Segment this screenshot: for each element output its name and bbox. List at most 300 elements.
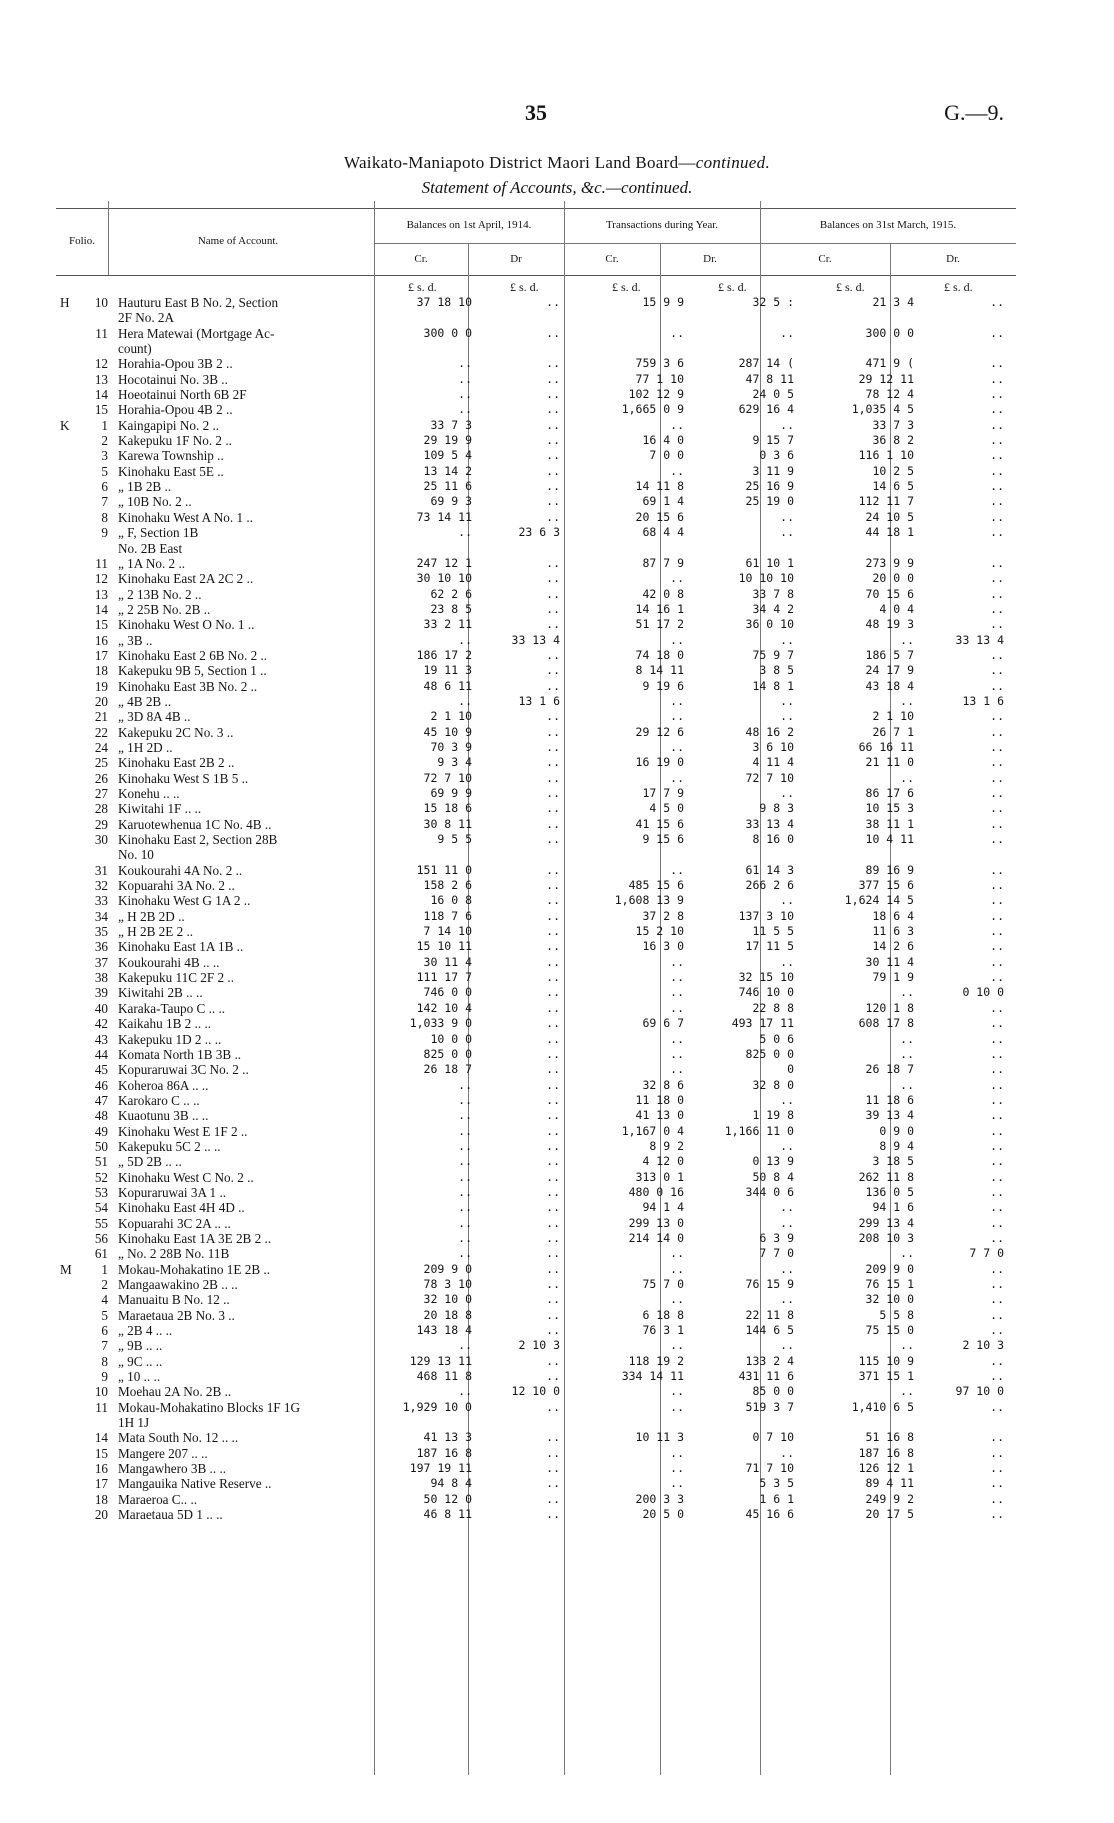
amount-cell: .. (546, 433, 560, 448)
table-row (0, 372, 1114, 387)
amount-cell: .. (990, 1108, 1004, 1123)
amount-cell: .. (458, 1169, 472, 1184)
header-folio: Folio. (69, 235, 95, 247)
table-row (0, 1277, 1114, 1292)
amount-cell: 69 1 4 (642, 494, 684, 509)
amount-cell: .. (458, 632, 472, 647)
amount-cell: .. (990, 448, 1004, 463)
amount-cell: 21 3 4 (872, 295, 914, 309)
amount-cell: .. (780, 1292, 794, 1307)
amount-cell: .. (670, 1399, 684, 1414)
table-row (0, 310, 1114, 325)
amount-cell: .. (990, 494, 1004, 509)
amount-cell: .. (546, 770, 560, 785)
account-name: Konehu .. .. (118, 786, 180, 801)
folio-number: 11 (95, 555, 108, 571)
account-name: Horahia-Opou 3B 2 .. (118, 356, 233, 372)
amount-cell: 1 19 8 (752, 1108, 794, 1123)
amount-cell: 86 17 6 (865, 786, 914, 800)
amount-cell: 1,167 0 4 (621, 1123, 684, 1138)
table-row (0, 832, 1114, 847)
amount-cell: 32 8 6 (642, 1077, 684, 1092)
amount-cell: .. (546, 494, 560, 509)
account-name: Kinohaku East 2B 2 .. (118, 755, 235, 771)
amount-cell: 87 7 9 (642, 555, 684, 570)
amount-cell: 20 15 6 (635, 509, 684, 524)
amount-cell: .. (990, 1000, 1004, 1015)
amount-cell: 13 14 2 (423, 463, 472, 478)
amount-cell: 371 15 1 (858, 1369, 914, 1384)
amount-cell: .. (546, 663, 560, 678)
amount-cell: 9 19 6 (642, 678, 684, 693)
table-row (0, 1262, 1114, 1277)
amount-cell: .. (780, 1445, 794, 1460)
amount-cell: 22 8 8 (752, 1000, 794, 1015)
amount-cell: 158 2 6 (423, 878, 472, 893)
amount-cell: 137 3 10 (738, 908, 794, 923)
amount-cell: 85 0 0 (752, 1384, 794, 1399)
amount-cell: 111 17 7 (416, 970, 472, 985)
amount-cell: 76 15 1 (865, 1277, 914, 1291)
amount-cell: .. (670, 1461, 684, 1476)
amount-cell: .. (546, 678, 560, 693)
table-row (0, 771, 1114, 786)
amount-cell: .. (458, 1338, 472, 1353)
amount-cell: 0 (787, 1062, 794, 1077)
amount-cell: 69 9 3 (430, 494, 472, 509)
amount-cell: .. (670, 954, 684, 969)
amount-cell: .. (990, 1399, 1004, 1414)
amount-cell: .. (546, 1215, 560, 1230)
amount-cell: 1,410 6 5 (851, 1399, 914, 1414)
amount-cell: .. (990, 1292, 1004, 1307)
amount-cell: 9 15 7 (752, 433, 794, 448)
account-name: count) (118, 341, 152, 357)
account-name: Karaka-Taupo C .. .. (118, 1000, 226, 1016)
amount-cell: .. (990, 371, 1004, 386)
account-name: Horahia-Opou 4B 2 .. (118, 402, 233, 418)
amount-cell: .. (990, 1046, 1004, 1061)
units-row (0, 280, 1114, 294)
account-name: Maraetaua 5D 1 .. .. (118, 1507, 223, 1523)
amount-cell: 69 9 9 (430, 786, 472, 800)
table-row (0, 817, 1114, 832)
amount-cell: 23 6 3 (518, 525, 560, 540)
amount-cell: 126 12 1 (858, 1461, 914, 1476)
amount-cell: 1,608 13 9 (614, 893, 684, 908)
account-name: Mangauika Native Reserve .. (118, 1476, 272, 1492)
amount-cell: .. (546, 954, 560, 969)
amount-cell: .. (546, 1353, 560, 1368)
amount-cell: 38 11 1 (865, 816, 914, 831)
amount-cell: 26 18 7 (865, 1062, 914, 1077)
amount-cell: 33 7 3 (430, 417, 472, 432)
amount-cell: .. (990, 1138, 1004, 1153)
folio-number: 3 (101, 448, 108, 464)
account-name: Maraeroa C.. .. (118, 1491, 198, 1507)
amount-cell: .. (458, 1184, 472, 1199)
amount-cell: 1,929 10 0 (402, 1399, 472, 1414)
unit-label: £ s. d. (718, 280, 747, 294)
account-name: „ 1B 2B .. (118, 479, 172, 495)
amount-cell: 29 19 9 (423, 433, 472, 448)
amount-cell: .. (546, 1077, 560, 1092)
header-dr-1914: Dr (510, 253, 522, 265)
amount-cell: 75 7 0 (642, 1277, 684, 1291)
table-row (0, 602, 1114, 617)
folio-number: 13 (94, 371, 108, 387)
page-title (0, 153, 1114, 173)
folio-number: 20 (94, 693, 108, 709)
amount-cell: .. (990, 1169, 1004, 1184)
amount-cell: 3 18 5 (872, 1154, 914, 1169)
amount-cell: .. (546, 755, 560, 770)
amount-cell: 41 13 0 (635, 1108, 684, 1123)
amount-cell: .. (990, 1307, 1004, 1322)
table-row (0, 1078, 1114, 1093)
amount-cell: 759 3 6 (635, 356, 684, 371)
account-name: 2F No. 2A (118, 310, 175, 326)
amount-cell: 14 16 1 (635, 601, 684, 616)
amount-cell: .. (546, 1277, 560, 1291)
amount-cell: .. (546, 1430, 560, 1445)
amount-cell: 377 15 6 (858, 878, 914, 893)
account-name: No. 10 (118, 847, 154, 863)
amount-cell: 70 15 6 (865, 586, 914, 601)
amount-cell: 334 14 11 (621, 1369, 684, 1384)
amount-cell: 73 14 11 (416, 509, 472, 524)
amount-cell: .. (546, 555, 560, 570)
table-row (0, 1231, 1114, 1246)
amount-cell: .. (458, 1154, 472, 1169)
account-name: Mata South No. 12 .. .. (118, 1430, 239, 1446)
amount-cell: 5 3 5 (759, 1476, 794, 1491)
table-row (0, 1139, 1114, 1154)
account-name: Kakepuku 9B 5, Section 1 .. (118, 663, 267, 679)
amount-cell: 9 8 3 (759, 801, 794, 816)
amount-cell: 313 0 1 (635, 1169, 684, 1184)
amount-cell: 33 7 8 (752, 586, 794, 601)
amount-cell: .. (780, 893, 794, 908)
amount-cell: .. (990, 862, 1004, 877)
amount-cell: 9 5 5 (437, 832, 472, 847)
amount-cell: 209 9 0 (865, 1261, 914, 1276)
amount-cell: .. (458, 387, 472, 402)
amount-cell: .. (990, 755, 1004, 770)
account-name: Komata North 1B 3B .. (118, 1046, 242, 1062)
amount-cell: 2 1 10 (872, 709, 914, 724)
amount-cell: .. (780, 1138, 794, 1153)
folio-number: 45 (94, 1062, 108, 1078)
account-name: Moehau 2A No. 2B .. (118, 1384, 232, 1400)
amount-cell: 9 3 4 (437, 755, 472, 770)
account-name: Kinohaku East 2A 2C 2 .. (118, 571, 254, 587)
amount-cell: .. (780, 525, 794, 540)
amount-cell: 1 6 1 (759, 1491, 794, 1506)
amount-cell: .. (546, 1491, 560, 1506)
account-name: „ 9C .. .. (118, 1353, 163, 1369)
account-name: Koukourahi 4A No. 2 .. (118, 862, 243, 878)
amount-cell: .. (546, 1369, 560, 1384)
amount-cell: .. (990, 356, 1004, 371)
amount-cell: .. (546, 1507, 560, 1522)
folio-number: 6 (101, 479, 108, 495)
amount-cell: .. (546, 1261, 560, 1276)
page-subtitle: Statement of Accounts, &c.—continued. (421, 178, 693, 197)
amount-cell: .. (546, 601, 560, 616)
amount-cell: 42 0 8 (642, 586, 684, 601)
amount-cell: 30 8 11 (423, 816, 472, 831)
amount-cell: 17 11 5 (745, 939, 794, 954)
amount-cell: .. (670, 1476, 684, 1491)
amount-cell: .. (670, 417, 684, 432)
folio-number: 1 (101, 1261, 108, 1277)
account-name: Hocotainui No. 3B .. (118, 371, 228, 387)
amount-cell: 8 14 11 (635, 663, 684, 678)
amount-cell: .. (670, 693, 684, 708)
header-divider (374, 243, 1016, 244)
amount-cell: .. (990, 1092, 1004, 1107)
table-row (0, 725, 1114, 740)
amount-cell: 20 5 0 (642, 1507, 684, 1522)
amount-cell: 197 19 11 (409, 1461, 472, 1476)
amount-cell: 94 1 6 (872, 1200, 914, 1215)
table-row (0, 663, 1114, 678)
folio-number: 54 (94, 1200, 108, 1216)
amount-cell: 0 10 0 (962, 985, 1004, 1000)
amount-cell: .. (990, 295, 1004, 309)
folio-number: 17 (94, 647, 108, 663)
table-row (0, 571, 1114, 586)
amount-cell: .. (546, 1200, 560, 1215)
amount-cell: 468 11 8 (416, 1369, 472, 1384)
amount-cell: 77 1 10 (635, 371, 684, 386)
amount-cell: 25 19 0 (745, 494, 794, 509)
header-cr-1914: Cr. (414, 253, 428, 265)
amount-cell: .. (670, 770, 684, 785)
amount-cell: 471 9 ( (865, 356, 914, 371)
amount-cell: .. (546, 1230, 560, 1245)
amount-cell: .. (546, 1046, 560, 1061)
amount-cell: 208 10 3 (858, 1230, 914, 1245)
table-row (0, 694, 1114, 709)
table-row (0, 541, 1114, 556)
amount-cell: 214 14 0 (628, 1230, 684, 1245)
account-name: Karokaro C .. .. (118, 1092, 200, 1108)
amount-cell: 299 13 4 (858, 1215, 914, 1230)
amount-cell: .. (458, 371, 472, 386)
title-continued: continued. (695, 153, 771, 172)
account-name: Mangere 207 .. .. (118, 1445, 208, 1461)
amount-cell: 24 0 5 (752, 387, 794, 402)
folio-number: 30 (94, 832, 108, 848)
amount-cell: 266 2 6 (745, 878, 794, 893)
account-name: Kopuarahi 3C 2A .. .. (118, 1215, 231, 1231)
amount-cell: .. (900, 1338, 914, 1353)
account-name: „ 2 25B No. 2B .. (118, 601, 211, 617)
amount-cell: 9 15 6 (642, 832, 684, 847)
account-name: Hoeotainui North 6B 2F (118, 387, 247, 403)
amount-cell: .. (990, 1369, 1004, 1384)
account-name: Kaikahu 1B 2 .. .. (118, 1016, 212, 1032)
table-row (0, 863, 1114, 878)
table-row (0, 1369, 1114, 1384)
table-row (0, 633, 1114, 648)
table-row (0, 847, 1114, 862)
amount-cell: .. (990, 1261, 1004, 1276)
unit-label: £ s. d. (510, 280, 539, 294)
table-row (0, 402, 1114, 417)
amount-cell: 26 7 1 (872, 724, 914, 739)
folio-number: 1 (101, 417, 108, 433)
amount-cell: .. (990, 417, 1004, 432)
amount-cell: .. (780, 1338, 794, 1353)
amount-cell: 608 17 8 (858, 1016, 914, 1031)
amount-cell: .. (990, 1031, 1004, 1046)
amount-cell: 15 18 6 (423, 801, 472, 816)
folio-number: 38 (94, 970, 108, 986)
amount-cell: 50 12 0 (423, 1491, 472, 1506)
amount-cell: .. (546, 1031, 560, 1046)
amount-cell: .. (990, 1323, 1004, 1338)
account-name: Kinohaku East 3B No. 2 .. (118, 678, 258, 694)
account-name: Kaingapipi No. 2 .. (118, 417, 220, 433)
amount-cell: .. (780, 693, 794, 708)
amount-cell: .. (546, 970, 560, 985)
account-name: Kuaotunu 3B .. .. (118, 1108, 209, 1124)
amount-cell: 33 13 4 (955, 632, 1004, 647)
amount-cell: 3 8 5 (759, 663, 794, 678)
amount-cell: .. (546, 387, 560, 402)
account-name: No. 2B East (118, 540, 183, 556)
amount-cell: 71 7 10 (745, 1461, 794, 1476)
folio-number: 14 (94, 387, 108, 403)
table-row (0, 1093, 1114, 1108)
amount-cell: .. (546, 325, 560, 340)
folio-number: 35 (94, 924, 108, 940)
amount-cell: .. (546, 295, 560, 309)
table-row (0, 464, 1114, 479)
amount-cell: 10 0 0 (430, 1031, 472, 1046)
folio-number: 46 (94, 1077, 108, 1093)
account-name: Kinohaku East 5E .. (118, 463, 224, 479)
folio-number: 21 (94, 709, 108, 725)
folio-number: 55 (94, 1215, 108, 1231)
amount-cell: 0 7 10 (752, 1430, 794, 1445)
folio-number: 6 (101, 1323, 108, 1339)
amount-cell: .. (990, 816, 1004, 831)
amount-cell: .. (546, 939, 560, 954)
table-row (0, 1476, 1114, 1491)
amount-cell: .. (990, 601, 1004, 616)
amount-cell: .. (546, 479, 560, 494)
amount-cell: .. (546, 893, 560, 908)
account-name: Mokau-Mohakatino 1E 2B .. (118, 1261, 271, 1277)
table-row (0, 1430, 1114, 1445)
amount-cell: .. (900, 632, 914, 647)
table-row (0, 1507, 1114, 1522)
folio-number: 24 (94, 739, 108, 755)
amount-cell: 39 13 4 (865, 1108, 914, 1123)
amount-cell: .. (990, 1230, 1004, 1245)
account-name: „ H 2B 2E 2 .. (118, 924, 194, 940)
account-name: „ 2B 4 .. .. (118, 1323, 173, 1339)
folio-number: 18 (94, 1491, 108, 1507)
amount-cell: .. (458, 1092, 472, 1107)
amount-cell: 287 14 ( (738, 356, 794, 371)
account-rows (0, 295, 1114, 1523)
folio-number: 43 (94, 1031, 108, 1047)
folio-number: 7 (101, 1338, 108, 1354)
amount-cell: .. (546, 709, 560, 724)
amount-cell: .. (546, 832, 560, 847)
amount-cell: 12 10 0 (511, 1384, 560, 1399)
amount-cell: 1,035 4 5 (851, 402, 914, 417)
amount-cell: 2 1 10 (430, 709, 472, 724)
table-row (0, 1323, 1114, 1338)
amount-cell: 16 0 8 (430, 893, 472, 908)
amount-cell: 186 5 7 (865, 647, 914, 662)
amount-cell: 4 12 0 (642, 1154, 684, 1169)
amount-cell: 79 1 9 (872, 970, 914, 985)
amount-cell: 34 4 2 (752, 601, 794, 616)
amount-cell: .. (670, 1246, 684, 1261)
folio-number: 34 (94, 908, 108, 924)
account-name: Kinohaku East 4H 4D .. (118, 1200, 245, 1216)
amount-cell: .. (900, 1246, 914, 1261)
amount-cell: 18 6 4 (872, 908, 914, 923)
amount-cell: .. (546, 1184, 560, 1199)
table-row (0, 1047, 1114, 1062)
amount-cell: 16 19 0 (635, 755, 684, 770)
folio-prefix: M (60, 1261, 72, 1277)
amount-cell: .. (670, 1292, 684, 1307)
header-transactions: Transactions during Year. (605, 219, 719, 231)
amount-cell: .. (458, 1077, 472, 1092)
amount-cell: .. (780, 632, 794, 647)
folio-number: 12 (94, 356, 108, 372)
amount-cell: .. (546, 647, 560, 662)
account-name: Kiwitahi 2B .. .. (118, 985, 203, 1001)
folio-number: 10 (94, 295, 108, 310)
amount-cell: .. (546, 1476, 560, 1491)
amount-cell: .. (990, 663, 1004, 678)
amount-cell: 76 3 1 (642, 1323, 684, 1338)
amount-cell: .. (546, 1445, 560, 1460)
table-row (0, 970, 1114, 985)
table-row (0, 1292, 1114, 1307)
amount-cell: 15 10 11 (416, 939, 472, 954)
amount-cell: .. (780, 1215, 794, 1230)
amount-cell: 825 0 0 (745, 1046, 794, 1061)
account-name: Karewa Township .. (118, 448, 224, 464)
amount-cell: .. (990, 893, 1004, 908)
amount-cell: 72 7 10 (423, 770, 472, 785)
folio-number: 10 (94, 1384, 108, 1400)
amount-cell: 6 3 9 (759, 1230, 794, 1245)
amount-cell: .. (990, 525, 1004, 540)
table-row (0, 1246, 1114, 1261)
amount-cell: 15 2 10 (635, 924, 684, 939)
amount-cell: 519 3 7 (745, 1399, 794, 1414)
amount-cell: 4 0 4 (879, 601, 914, 616)
amount-cell: 3 11 9 (752, 463, 794, 478)
amount-cell: .. (546, 739, 560, 754)
amount-cell: 25 11 6 (423, 479, 472, 494)
amount-cell: 11 18 6 (865, 1092, 914, 1107)
table-row (0, 939, 1114, 954)
amount-cell: .. (670, 1384, 684, 1399)
